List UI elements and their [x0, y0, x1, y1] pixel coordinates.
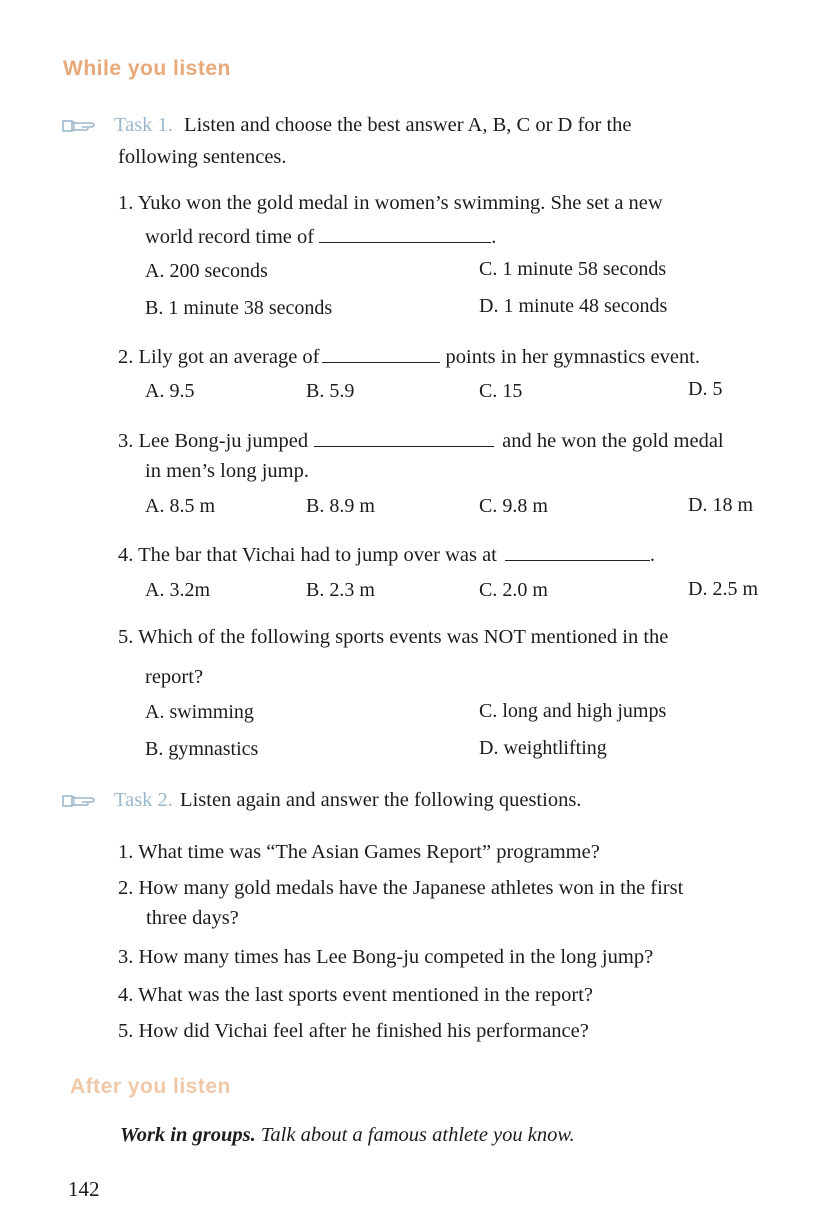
- answer-blank: [314, 424, 494, 447]
- q5-option-d: D. weightlifting: [479, 737, 607, 759]
- task2-label: Task 2.: [114, 789, 173, 811]
- group-work-instruction: [120, 1124, 575, 1147]
- q1-option-b: B. 1 minute 38 seconds: [145, 297, 333, 319]
- task1-label: Task 1.: [114, 114, 173, 136]
- q2-text-a: 2. Lily got an average of: [118, 346, 320, 368]
- q5-option-c: C. long and high jumps: [479, 700, 667, 722]
- pointing-hand-icon: [62, 792, 96, 810]
- q4-option-c: C. 2.0 m: [479, 579, 548, 601]
- q4-option-a: A. 3.2m: [145, 579, 210, 601]
- task2-instruction: Listen again and answer the following questions.: [180, 789, 582, 811]
- group-work-bold: Work in groups.: [120, 1124, 256, 1146]
- task1-heading: [62, 114, 632, 137]
- q2-option-c: C. 15: [479, 380, 523, 402]
- q4-line: [118, 538, 655, 570]
- task2-heading: [62, 789, 581, 812]
- q1-line2: [145, 220, 496, 252]
- q2-option-d: D. 5: [688, 378, 723, 400]
- q3-text-a: 3. Lee Bong-ju jumped: [118, 430, 309, 452]
- q1-option-d: D. 1 minute 48 seconds: [479, 295, 668, 317]
- q2-option-a: A. 9.5: [145, 380, 195, 402]
- section-heading-after-you-listen: After you listen: [70, 1075, 231, 1098]
- answer-blank: [505, 538, 650, 561]
- task2-question-2: 2. How many gold medals have the Japanese athletes won in the first: [118, 877, 684, 899]
- task1-instruction: Listen and choose the best answer A, B, C or D for the: [184, 114, 632, 136]
- q5-line2: report?: [145, 666, 204, 688]
- q5-line1: 5. Which of the following sports events was NOT mentioned in the: [118, 626, 669, 648]
- q3-line2: in men’s long jump.: [145, 460, 309, 482]
- group-work-text: Talk about a famous athlete you know.: [255, 1124, 575, 1146]
- task2-question-1: 1. What time was “The Asian Games Report” programme?: [118, 841, 600, 863]
- q2-text-b: points in her gymnastics event.: [445, 346, 701, 368]
- q5-option-b: B. gymnastics: [145, 738, 259, 760]
- answer-blank: [322, 340, 440, 363]
- q4-text-a: 4. The bar that Vichai had to jump over was at: [118, 544, 497, 566]
- answer-blank: [319, 220, 491, 243]
- q3-option-d: D. 18 m: [688, 494, 753, 516]
- q1-option-c: C. 1 minute 58 seconds: [479, 258, 667, 280]
- q3-text-b: and he won the gold medal: [502, 430, 724, 452]
- pointing-hand-icon: [62, 117, 96, 135]
- q1-option-a: A. 200 seconds: [145, 260, 268, 282]
- q3-option-b: B. 8.9 m: [306, 495, 375, 517]
- page-number: 142: [68, 1177, 100, 1201]
- task1-instruction-cont: following sentences.: [118, 146, 287, 168]
- q1-line1: 1. Yuko won the gold medal in women’s swimming. She set a new: [118, 192, 663, 214]
- q3-option-a: A. 8.5 m: [145, 495, 215, 517]
- q2-option-b: B. 5.9: [306, 380, 355, 402]
- q4-period: .: [649, 544, 655, 566]
- task2-question-2-cont: three days?: [146, 907, 239, 929]
- q1-text: world record time of: [145, 226, 315, 248]
- q5-option-a: A. swimming: [145, 701, 254, 723]
- q4-option-d: D. 2.5 m: [688, 578, 758, 600]
- task2-question-3: 3. How many times has Lee Bong-ju competed in the long jump?: [118, 946, 654, 968]
- q3-option-c: C. 9.8 m: [479, 495, 548, 517]
- q2-line: [118, 340, 700, 372]
- q4-option-b: B. 2.3 m: [306, 579, 375, 601]
- section-heading-while-you-listen: While you listen: [63, 57, 231, 80]
- task2-question-4: 4. What was the last sports event mentioned in the report?: [118, 984, 593, 1006]
- task2-question-5: 5. How did Vichai feel after he finished his performance?: [118, 1020, 589, 1042]
- q3-line1: [118, 424, 724, 456]
- q1-period: .: [491, 226, 497, 248]
